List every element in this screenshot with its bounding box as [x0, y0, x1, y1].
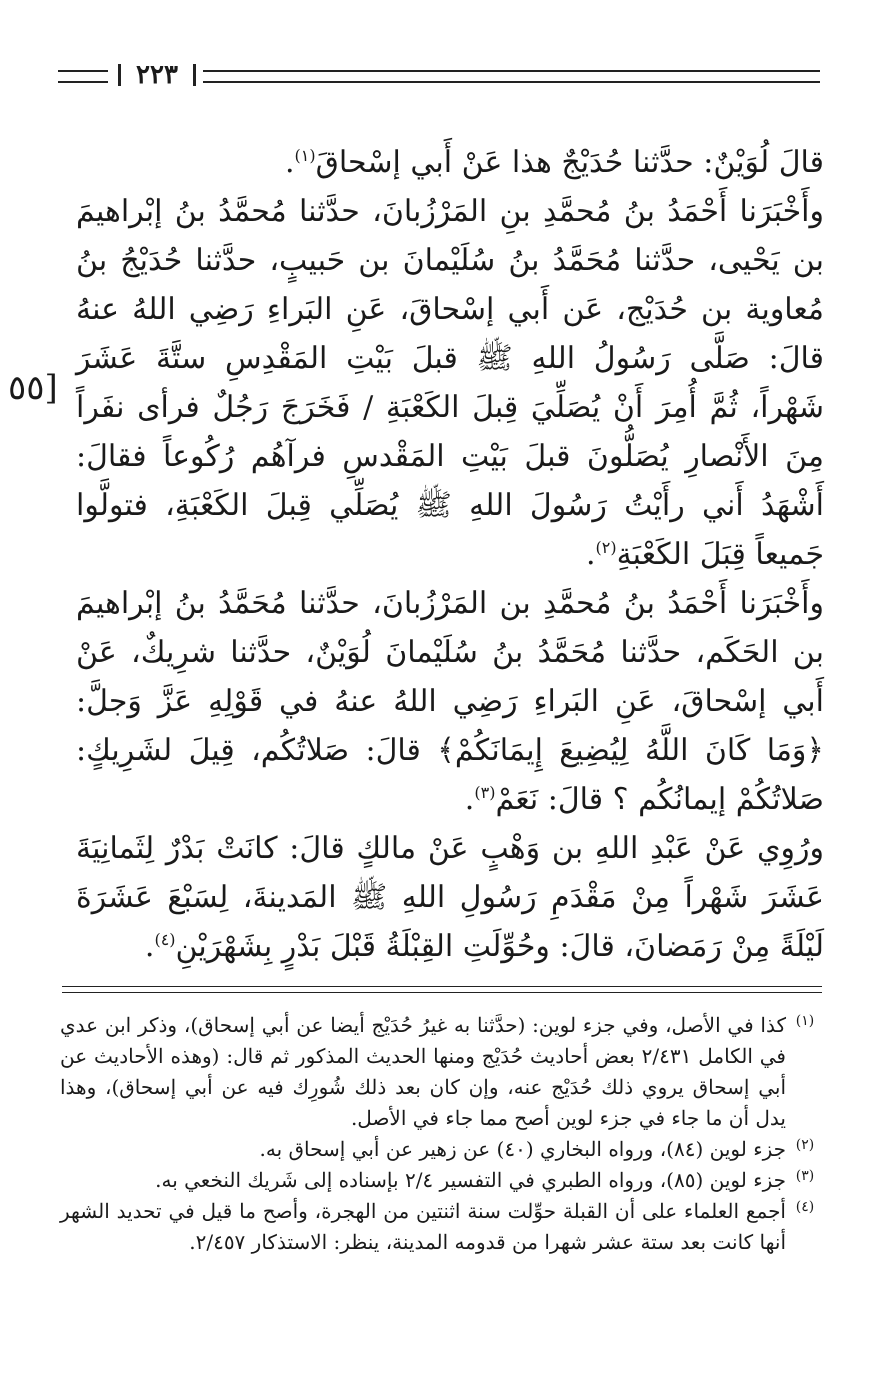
paragraph: وأَخْبَرَنا أَحْمَدُ بنُ مُحمَّدِ بن المَرْزُبانَ، حدَّثنا مُحَمَّدُ بنُ إبْراهيمَ بن الحَكَم، حدَّثنا مُحَمَّدُ بنُ سُلَيْمانَ لُوَيْنٌ، حدَّثنا شرِيكٌ، عَنْ أَبي إسْحاقَ، عَنِ البَراءِ رَضِي اللهُ عنهُ في قَوْلِهِ عَزَّ وَجلَّ: ﴿وَمَا كَانَ اللَّهُ لِيُضِيعَ إِيمَانَكُمْ﴾ قالَ: صَلاتُكُم، قِيلَ لشَرِيكٍ: صَلاتُكُمْ إيمانُكُم ؟ قالَ: نَعَمْ$^{(٣)}$. [76, 586, 824, 817]
footnote-number: (٤) [795, 1199, 815, 1215]
paragraph: وأَخْبَرَنا أَحْمَدُ بنُ مُحمَّدِ بنِ المَرْزُبانَ، حدَّثنا مُحمَّدُ بنُ إبْراهيمَ بن يَحْيى، حدَّثنا مُحَمَّدُ بنُ سُلَيْمانَ بن حَبيبٍ، حدَّثنا حُدَيْجُ بنُ مُعاوية بن حُدَيْج، عَن أَبي إسْحاقَ، عَنِ البَراءِ رَضِي اللهُ عنهُ قالَ: صَلَّى رَسُولُ اللهِ ﷺ قبلَ بَيْتِ المَقْدِسِ ستَّةَ عَشَرَ شَهْراً، ثُمَّ أُمِرَ أَنْ يُصَلِّيَ قِبلَ الكَعْبَةِ / فَخَرَجَ رَجُلٌ فرأى نفَراً مِنَ الأَنْصارِ يُصَلُّونَ قبلَ بَيْتِ المَقْدسِ فرآهُم رُكُوعاً فقالَ: أَشْهَدُ أَني رأَيْتُ رَسُولَ اللهِ ﷺ يُصَلِّي قِبلَ الكَعْبَةِ، فتولَّوا جَميعاً قِبَلَ الكَعْبَةِ$^{(٢)}$. [76, 194, 824, 572]
footnote [60, 1196, 824, 1258]
footnote-ref: (٤) [154, 930, 176, 949]
page-number: ٢٢٣ [136, 60, 178, 90]
header-rule-right [203, 70, 820, 83]
footnote-text: جزء لوين (٨٥)، ورواه الطبري في التفسير ٢/٤ بإسناده إلى شَريك النخعي به. [155, 1168, 786, 1192]
header-bar [118, 64, 121, 86]
main-text [76, 138, 824, 971]
header-rule-left [58, 70, 108, 83]
footnote-ref: (٣) [474, 783, 496, 802]
footnote-ref: (١) [294, 146, 316, 165]
footnote-divider [62, 986, 822, 993]
footnote-number: (٢) [795, 1137, 815, 1153]
footnotes [60, 1010, 824, 1258]
footnote-text: جزء لوين (٨٤)، ورواه البخاري (٤٠) عن زهير عن أبي إسحاق به. [259, 1137, 786, 1161]
footnote-number: (٣) [795, 1168, 815, 1184]
footnote-ref: (٢) [595, 538, 617, 557]
paragraph: قالَ لُوَيْنٌ: حدَّثنا حُدَيْجٌ هذا عَنْ أَبي إسْحاقَ$^{(١)}$. [284, 145, 824, 180]
footnote-text: أجمع العلماء على أن القبلة حوِّلت سنة اثنتين من الهجرة، وأصح ما قيل في تحديد الشهر أنها كانت بعد ستة عشر شهرا من قدومه المدينة، ينظر: الاستذكار ٢/٤٥٧. [60, 1199, 786, 1254]
footnote [60, 1165, 824, 1196]
footnote-text: كذا في الأصل، وفي جزء لوين: (حدَّثنا به غيرُ حُدَيْج أيضا عن أبي إسحاق)، وذكر ابن عدي في الكامل ٢/٤٣١ بعض أحاديث حُدَيْج ومنها الحديث المذكور ثم قال: (وهذه الأحاديث عن أبي إسحاق يروي ذلك حُدَيْج عنه، وإن كان بعد ذلك شُورِك فيه عن أبي إسحاق)، وهذا يدل أن ما جاء في جزء لوين أصح مما جاء في الأصل. [60, 1013, 786, 1130]
paragraph: ورُوِي عَنْ عَبْدِ اللهِ بن وَهْبٍ عَنْ مالكٍ قالَ: كانَتْ بَدْرٌ لِثَمانِيَةَ عَشَرَ شَهْراً مِنْ مَقْدَمِ رَسُولِ اللهِ ﷺ المَدينةَ، لِسَبْعَ عَشَرَةَ لَيْلَةً مِنْ رَمَضانَ، قالَ: وحُوِّلَتِ القِبْلَةُ قَبْلَ بَدْرٍ بِشَهْرَيْنِ$^{(٤)}$. [76, 831, 824, 964]
footnote-number: (١) [795, 1013, 815, 1029]
footnote [60, 1134, 824, 1165]
running-header [58, 58, 820, 94]
footnote [60, 1010, 824, 1134]
manuscript-folio-marker: [٥٥ [8, 368, 58, 408]
header-bar [193, 64, 196, 86]
